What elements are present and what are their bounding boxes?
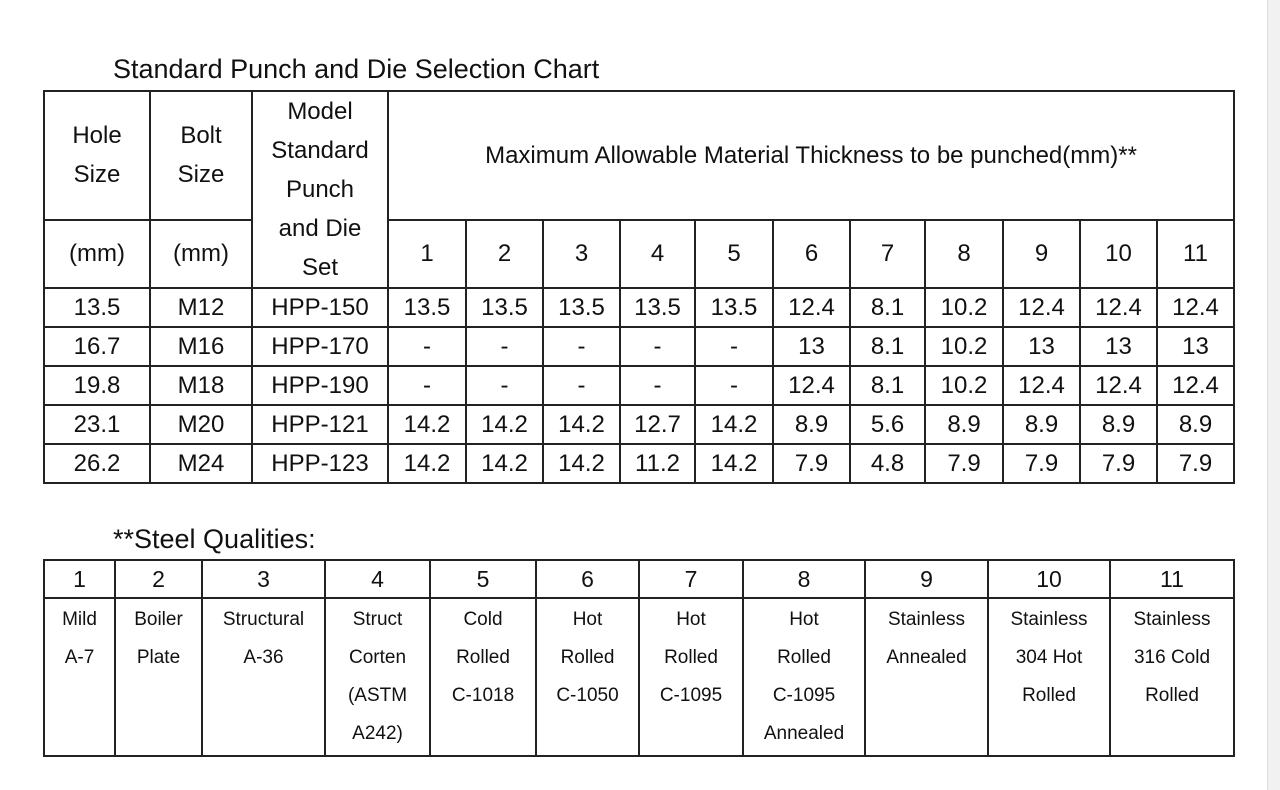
thickness-cell: 12.4 (1157, 288, 1234, 327)
bolt-size-cell: M12 (150, 288, 252, 327)
thickness-cell: 8.1 (850, 327, 925, 366)
thickness-cell: 13 (1003, 327, 1080, 366)
thickness-cell: 8.9 (1157, 405, 1234, 444)
steel-description-cell: Structural A-36 (202, 598, 325, 756)
quality-col-header: 3 (543, 220, 620, 288)
thickness-cell: 12.4 (1080, 366, 1157, 405)
bolt-size-header: Bolt Size (150, 91, 252, 220)
steel-description-cell: Stainless Annealed (865, 598, 988, 756)
thickness-cell: 14.2 (466, 405, 543, 444)
thickness-cell: - (620, 327, 695, 366)
thickness-cell: 12.7 (620, 405, 695, 444)
steel-description-cell: Boiler Plate (115, 598, 202, 756)
quality-col-header: 4 (620, 220, 695, 288)
thickness-cell: - (543, 327, 620, 366)
thickness-cell: 7.9 (1003, 444, 1080, 483)
thickness-cell: 14.2 (543, 444, 620, 483)
steel-number-cell: 7 (639, 560, 743, 598)
steel-number-cell: 10 (988, 560, 1110, 598)
steel-description-cell: Stainless 316 Cold Rolled (1110, 598, 1234, 756)
chart-title: Standard Punch and Die Selection Chart (113, 54, 600, 84)
quality-col-header: 10 (1080, 220, 1157, 288)
steel-number-cell: 1 (44, 560, 115, 598)
steel-number-cell: 9 (865, 560, 988, 598)
thickness-cell: 13.5 (695, 288, 773, 327)
hole-unit-header: (mm) (44, 220, 150, 288)
thickness-cell: - (543, 366, 620, 405)
thickness-cell: 11.2 (620, 444, 695, 483)
model-cell: HPP-170 (252, 327, 388, 366)
hole-size-header: Hole Size (44, 91, 150, 220)
thickness-cell: 7.9 (925, 444, 1003, 483)
bolt-size-cell: M20 (150, 405, 252, 444)
thickness-cell: 14.2 (466, 444, 543, 483)
hole-size-cell: 23.1 (44, 405, 150, 444)
quality-col-header: 8 (925, 220, 1003, 288)
bolt-unit-header: (mm) (150, 220, 252, 288)
thickness-cell: - (466, 366, 543, 405)
steel-number-row (44, 560, 1234, 598)
thickness-cell: - (388, 366, 466, 405)
table-row (44, 288, 1234, 327)
thickness-cell: 8.9 (773, 405, 850, 444)
steel-description-cell: Stainless 304 Hot Rolled (988, 598, 1110, 756)
thickness-cell: 12.4 (773, 288, 850, 327)
thickness-cell: - (466, 327, 543, 366)
thickness-cell: 12.4 (1157, 366, 1234, 405)
thickness-cell: 12.4 (773, 366, 850, 405)
thickness-cell: 12.4 (1003, 366, 1080, 405)
thickness-cell: 10.2 (925, 366, 1003, 405)
thickness-cell: 8.1 (850, 288, 925, 327)
steel-description-cell: Hot Rolled C-1050 (536, 598, 639, 756)
thickness-cell: 13 (1080, 327, 1157, 366)
thickness-cell: 13.5 (620, 288, 695, 327)
table-row (44, 366, 1234, 405)
quality-col-header: 2 (466, 220, 543, 288)
header-row-1 (44, 91, 1234, 220)
thickness-cell: 7.9 (773, 444, 850, 483)
thickness-cell: 10.2 (925, 327, 1003, 366)
quality-col-header: 6 (773, 220, 850, 288)
steel-qualities-title: **Steel Qualities: (113, 524, 316, 554)
thickness-cell: - (695, 366, 773, 405)
thickness-cell: 13.5 (466, 288, 543, 327)
thickness-cell: - (695, 327, 773, 366)
thickness-cell: 14.2 (388, 405, 466, 444)
vertical-scrollbar[interactable] (1267, 0, 1280, 790)
thickness-cell: 5.6 (850, 405, 925, 444)
thickness-cell: 14.2 (695, 405, 773, 444)
steel-number-cell: 11 (1110, 560, 1234, 598)
steel-number-cell: 5 (430, 560, 536, 598)
hole-size-cell: 19.8 (44, 366, 150, 405)
steel-number-cell: 6 (536, 560, 639, 598)
thickness-cell: 13.5 (543, 288, 620, 327)
steel-number-cell: 3 (202, 560, 325, 598)
steel-qualities-table (43, 559, 1235, 757)
steel-description-cell: Cold Rolled C-1018 (430, 598, 536, 756)
model-cell: HPP-123 (252, 444, 388, 483)
thickness-cell: - (388, 327, 466, 366)
quality-col-header: 11 (1157, 220, 1234, 288)
thickness-cell: 14.2 (695, 444, 773, 483)
thickness-cell: 4.8 (850, 444, 925, 483)
table-row (44, 327, 1234, 366)
quality-col-header: 1 (388, 220, 466, 288)
thickness-cell: 12.4 (1080, 288, 1157, 327)
quality-col-header: 9 (1003, 220, 1080, 288)
steel-description-cell: Hot Rolled C-1095 Annealed (743, 598, 865, 756)
bolt-size-cell: M18 (150, 366, 252, 405)
thickness-cell: 14.2 (543, 405, 620, 444)
punch-die-selection-table (43, 90, 1235, 484)
thickness-cell: 8.9 (1003, 405, 1080, 444)
steel-description-row (44, 598, 1234, 756)
table-row (44, 444, 1234, 483)
thickness-cell: 7.9 (1080, 444, 1157, 483)
header-row-2 (44, 220, 1234, 288)
model-cell: HPP-121 (252, 405, 388, 444)
steel-number-cell: 8 (743, 560, 865, 598)
steel-description-cell: Hot Rolled C-1095 (639, 598, 743, 756)
quality-col-header: 5 (695, 220, 773, 288)
model-cell: HPP-190 (252, 366, 388, 405)
bolt-size-cell: M16 (150, 327, 252, 366)
thickness-cell: 12.4 (1003, 288, 1080, 327)
thickness-cell: 8.9 (1080, 405, 1157, 444)
max-thickness-header: Maximum Allowable Material Thickness to be punched(mm)** (388, 91, 1234, 220)
table-row (44, 405, 1234, 444)
thickness-cell: 8.1 (850, 366, 925, 405)
hole-size-cell: 26.2 (44, 444, 150, 483)
quality-col-header: 7 (850, 220, 925, 288)
steel-description-cell: Struct Corten (ASTM A242) (325, 598, 430, 756)
thickness-cell: 10.2 (925, 288, 1003, 327)
hole-size-cell: 16.7 (44, 327, 150, 366)
model-header: Model Standard Punch and Die Set (252, 91, 388, 288)
thickness-cell: - (620, 366, 695, 405)
thickness-cell: 13.5 (388, 288, 466, 327)
steel-number-cell: 4 (325, 560, 430, 598)
thickness-cell: 13 (773, 327, 850, 366)
hole-size-cell: 13.5 (44, 288, 150, 327)
thickness-cell: 7.9 (1157, 444, 1234, 483)
thickness-cell: 13 (1157, 327, 1234, 366)
steel-description-cell: Mild A-7 (44, 598, 115, 756)
steel-number-cell: 2 (115, 560, 202, 598)
thickness-cell: 8.9 (925, 405, 1003, 444)
thickness-cell: 14.2 (388, 444, 466, 483)
model-cell: HPP-150 (252, 288, 388, 327)
bolt-size-cell: M24 (150, 444, 252, 483)
